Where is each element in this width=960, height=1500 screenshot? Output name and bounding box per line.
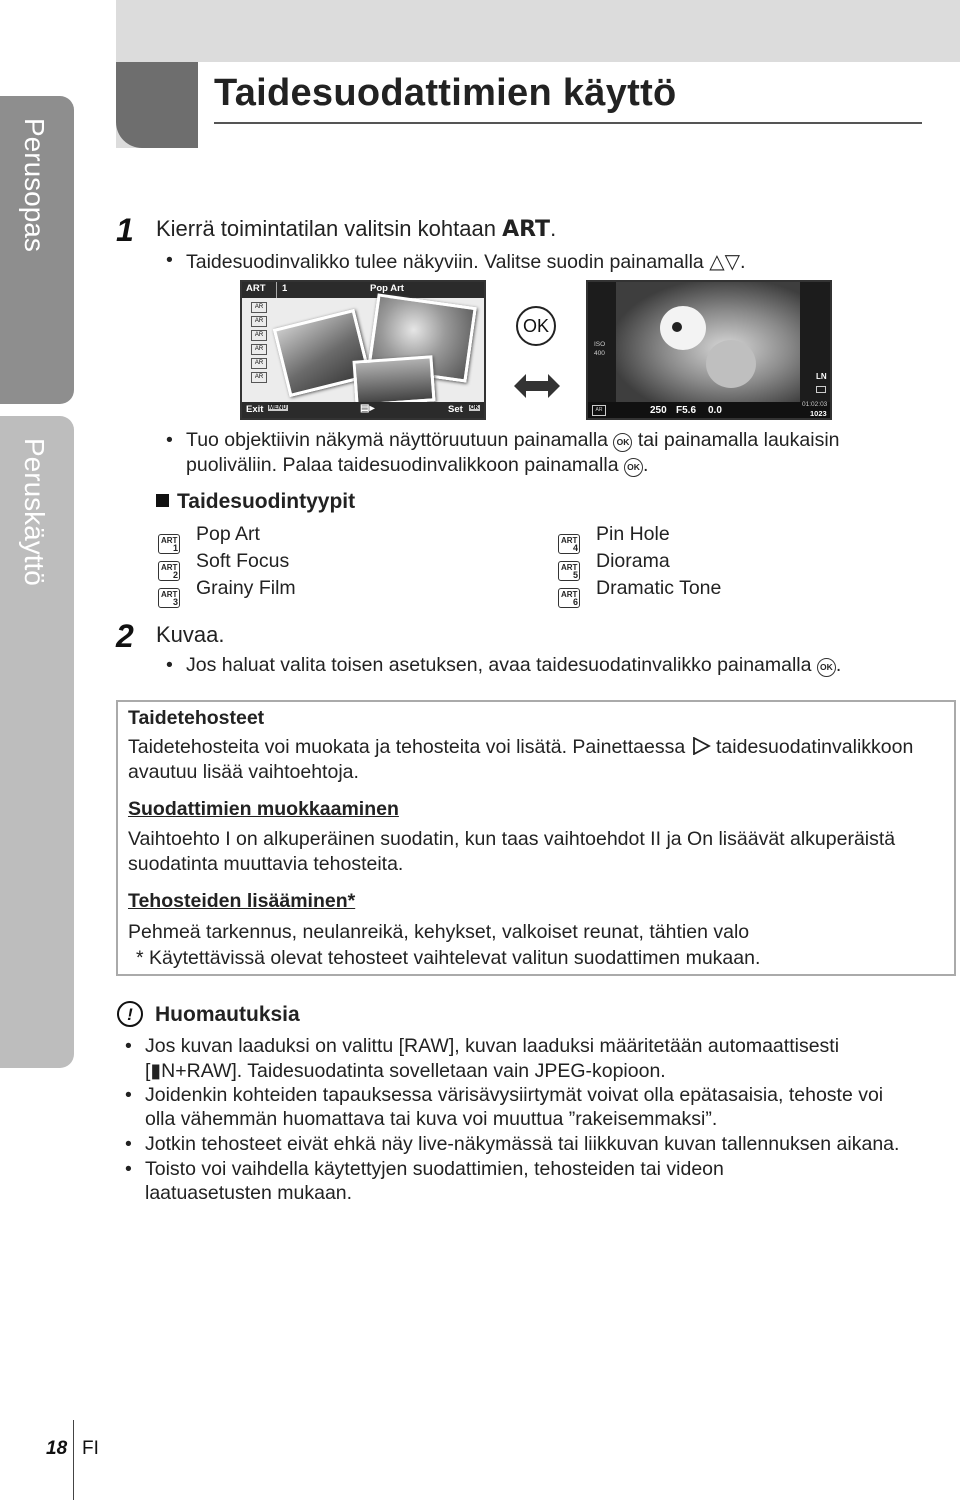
step1-bullet2 (186, 429, 840, 452)
page-title: Taidesuodattimien käyttö (214, 72, 677, 114)
aperture: F5.6 (676, 405, 697, 416)
ok-icon: OK (817, 658, 836, 677)
exit-label[interactable]: Exit (246, 404, 264, 415)
art-filter-icon[interactable]: AR (251, 302, 267, 313)
art-menu-screen (240, 280, 486, 420)
info-text: Pehmeä tarkennus, neulanreikä, kehykset, valkoiset reunat, tähtien valo (128, 921, 750, 943)
filter-item (158, 577, 296, 608)
note-item: • Jotkin tehosteet eivät ehkä näy live-näkymässä tai liikkuvan kuvan tallennuksen aikana. (145, 1133, 899, 1156)
menu-filter-list (251, 302, 267, 386)
menu-title: Pop Art (370, 283, 404, 294)
footer-divider (73, 1420, 74, 1500)
ok-button-icon: OK (470, 405, 479, 411)
filter-types-heading (156, 490, 355, 514)
shutter-speed: 250 (650, 405, 667, 416)
info-text-part: taidesuodatinvalikkoon (716, 736, 914, 758)
notes-heading: Huomautuksia (155, 1003, 300, 1026)
ok-icon: OK (613, 433, 632, 452)
info-text (128, 736, 913, 759)
menu-bottom-bar (242, 402, 484, 418)
exposure-compensation: 0.0 (708, 405, 722, 416)
filter-label: Grainy Film (196, 577, 296, 599)
step1-bullet1 (186, 249, 746, 274)
step1-bullet2-line2 (186, 454, 648, 477)
side-tab-label: Perusopas (19, 118, 50, 252)
quality-indicator: LN (816, 372, 827, 381)
art-2-icon: ART 2 (158, 561, 180, 581)
filter-label: Soft Focus (196, 550, 290, 572)
menu-button-icon: MENU (269, 405, 287, 411)
art-filter-icon[interactable]: AR (251, 316, 267, 327)
step-number: 2 (116, 618, 134, 654)
note-item: • Jos kuvan laaduksi on valittu [RAW], kuvan laaduksi määritetään automaattisesti (145, 1035, 839, 1058)
bullet-text: Jos haluat valita toisen asetuksen, avaa taidesuodatinvalikko painamalla (186, 654, 812, 676)
iso-label: ISO (594, 341, 606, 348)
boy-face-shape (706, 340, 756, 388)
art-label: ART (502, 217, 551, 242)
art-filter-icon[interactable]: AR (251, 358, 267, 369)
language-code: FI (82, 1438, 99, 1459)
info-text: avautuu lisää vaihtoehtoja. (128, 761, 359, 783)
step-number: 1 (116, 212, 134, 248)
info-subheading: Tehosteiden lisääminen* (128, 890, 356, 912)
art-num: 5 (572, 570, 578, 580)
art-3-icon: ART 3 (158, 588, 180, 608)
art-mode-icon: AR (592, 405, 606, 416)
title-rule (214, 122, 922, 124)
live-view-info-bar (588, 402, 830, 420)
info-subheading: Suodattimien muokkaaminen (128, 798, 399, 820)
menu-num: 1 (282, 283, 288, 294)
page-number: 18 (46, 1438, 68, 1459)
set-label[interactable]: Set (448, 404, 463, 415)
period: . (642, 454, 649, 476)
art-num: 1 (172, 543, 178, 553)
battery-icon (816, 386, 826, 393)
art-5-icon: ART 5 (558, 561, 580, 581)
filter-label: Pin Hole (596, 523, 670, 545)
info-footnote: * Käytettävissä olevat tehosteet vaihtelevat valitun suodattimen mukaan. (136, 947, 761, 969)
step-text: Kuvaa. (156, 622, 225, 647)
bullet-text: tai painamalla laukaisin (637, 429, 840, 451)
ok-button[interactable]: OK (516, 306, 556, 346)
double-arrow-icon (514, 372, 560, 400)
live-view-screen (586, 280, 832, 420)
note-item-cont: laatuasetusten mukaan. (145, 1182, 353, 1204)
art-1-icon: ART 1 (158, 534, 180, 554)
info-text: Vaihtoehto I on alkuperäinen suodatin, kun taas vaihtoehdot II ja On lisäävät alkuperäistä (128, 828, 896, 850)
recording-time: 01:02:03 (802, 401, 828, 408)
art-6-icon: ART 6 (558, 588, 580, 608)
bullet-text: Taidesuodinvalikko tulee näkyviin. Valitse suodin painamalla (186, 251, 704, 273)
shots-remaining: 1023 (810, 409, 827, 418)
filter-item (558, 577, 721, 608)
info-box-title: Taidetehosteet (128, 707, 265, 729)
filter-label: Diorama (596, 550, 670, 572)
art-num: 2 (172, 570, 178, 580)
info-text-part: Taidetehosteita voi muokata ja tehosteita voi lisätä. Painettaessa (128, 736, 686, 758)
step2-bullet (186, 654, 841, 677)
art-4-icon: ART 4 (558, 534, 580, 554)
bullet-text: Tuo objektiivin näkymä näyttöruutuun painamalla (186, 429, 609, 451)
arrow-up-down-icon: △▽. (709, 251, 746, 273)
period: . (550, 216, 557, 241)
photo-preview (352, 355, 435, 406)
menu-art-label: ART (246, 283, 266, 294)
right-arrow-icon: ▤▸ (360, 403, 375, 414)
header-tab (116, 62, 198, 148)
note-item-cont: olla vähemmän huomattava tai kuva voi muuttua ”rakeisemmaksi”. (145, 1108, 718, 1130)
art-num: 6 (572, 597, 578, 607)
bullet-text: puoliväliin. Palaa taidesuodinvalikkoon painamalla (186, 454, 619, 476)
filter-label: Dramatic Tone (596, 577, 722, 599)
ok-icon: OK (624, 458, 643, 477)
square-bullet-icon (156, 494, 169, 507)
menu-top-bar (242, 282, 484, 298)
dog-eye (672, 322, 682, 332)
right-triangle-icon (691, 737, 711, 755)
side-tab-label: Peruskäyttö (19, 438, 50, 586)
live-view-image (616, 282, 800, 402)
art-filter-icon[interactable]: AR (251, 372, 267, 383)
side-tab-peruskaytto[interactable] (0, 416, 74, 1068)
step-text (156, 216, 556, 242)
caution-icon (116, 1000, 144, 1028)
iso-readout (594, 340, 605, 358)
step-text-main: Kierrä toimintatilan valitsin kohtaan (156, 216, 496, 241)
svg-text:!: ! (127, 1005, 133, 1024)
filter-label: Pop Art (196, 523, 260, 545)
info-text: suodatinta muuttavia tehosteita. (128, 853, 404, 875)
art-num: 4 (572, 543, 578, 553)
side-tab-perusopas[interactable] (0, 96, 74, 404)
art-filter-icon[interactable]: AR (251, 330, 267, 341)
dog-shape (660, 306, 706, 350)
iso-value: 400 (594, 350, 605, 357)
note-item: • Joidenkin kohteiden tapauksessa värisävysiirtymät voivat olla epätasaisia, tehoste voi (145, 1084, 883, 1107)
note-item-cont: [▮N+RAW]. Taidesuodatinta sovelletaan vain JPEG-kopioon. (145, 1060, 666, 1082)
heading-text: Taidesuodintyypit (177, 490, 356, 513)
period: . (835, 654, 842, 676)
art-num: 3 (172, 597, 178, 607)
art-filter-icon[interactable]: AR (251, 344, 267, 355)
note-item: • Toisto voi vaihdella käytettyjen suodattimien, tehosteiden tai videon (145, 1158, 724, 1181)
